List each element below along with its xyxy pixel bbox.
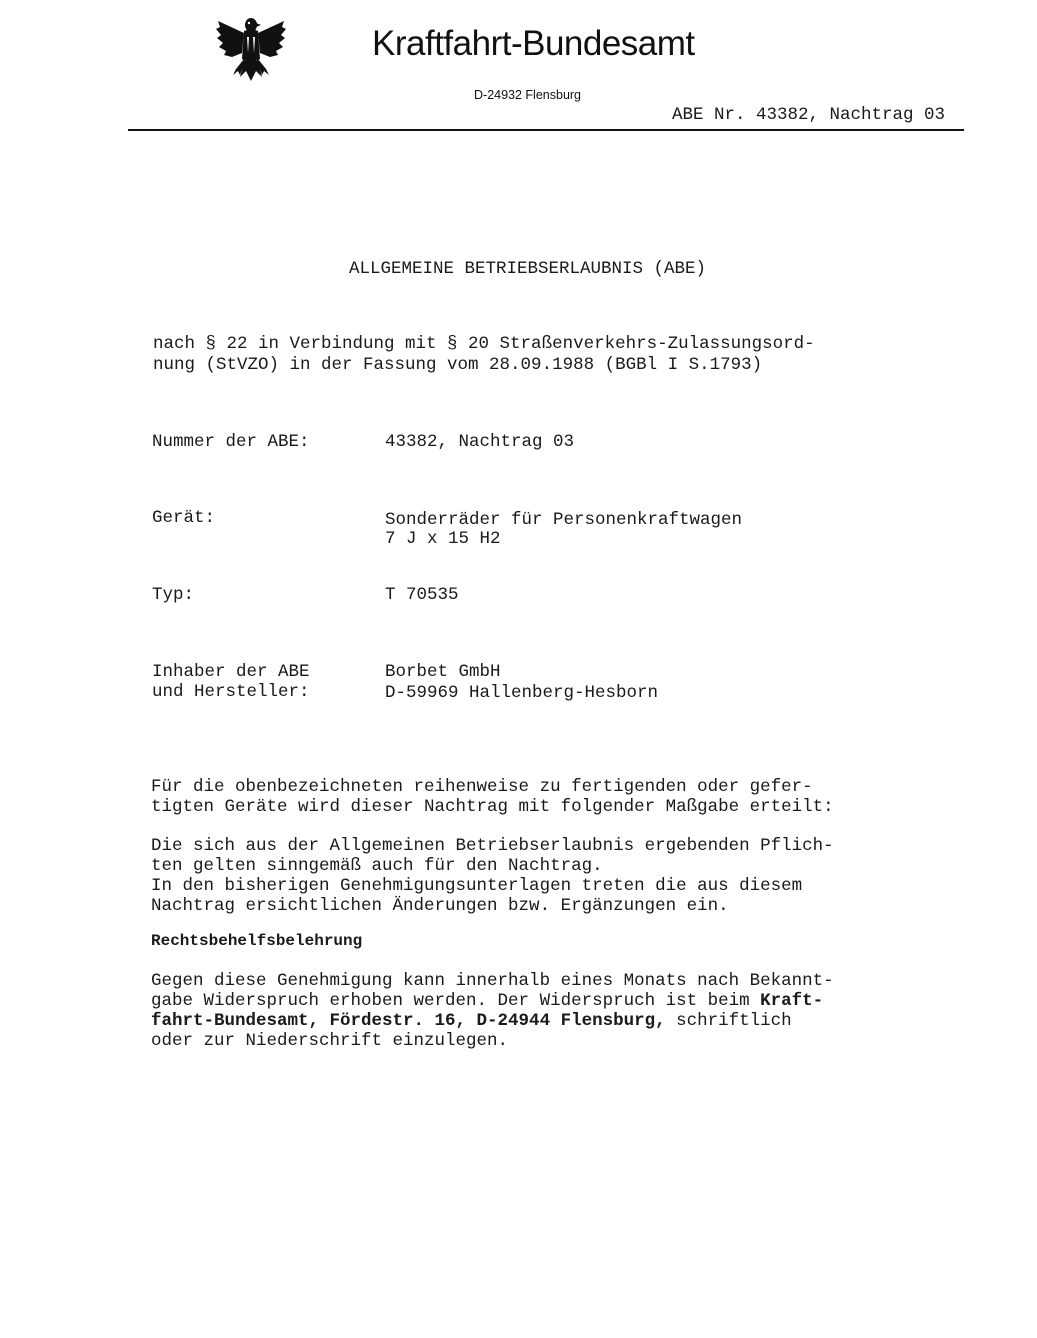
- field-label-device: Gerät:: [152, 508, 216, 528]
- remedy-text: gabe Widerspruch erhoben werden. Der Widerspruch ist beim: [151, 991, 761, 1011]
- paragraph-line: In den bisherigen Genehmigungsunterlagen treten die aus diesem: [151, 876, 803, 896]
- remedy-authority: Kraft-: [760, 991, 824, 1011]
- field-value-holder: Borbet GmbH: [385, 662, 501, 682]
- legal-basis-line: nung (StVZO) in der Fassung vom 28.09.1988 (BGBl I S.1793): [153, 355, 763, 375]
- document-title: ALLGEMEINE BETRIEBSERLAUBNIS (ABE): [349, 259, 707, 279]
- field-value-address: D-59969 Hallenberg-Hesborn: [385, 683, 659, 703]
- field-label-manufacturer: und Hersteller:: [152, 682, 310, 702]
- paragraph-line: Die sich aus der Allgemeinen Betriebserlaubnis ergebenden Pflich-: [151, 836, 834, 856]
- federal-eagle-icon: [214, 13, 288, 89]
- remedy-line: Gegen diese Genehmigung kann innerhalb eines Monats nach Bekannt-: [151, 971, 834, 991]
- paragraph-line: ten gelten sinngemäß auch für den Nachtrag.: [151, 856, 603, 876]
- approval-reference: ABE Nr. 43382, Nachtrag 03: [672, 105, 946, 125]
- field-label-number: Nummer der ABE:: [152, 432, 310, 452]
- paragraph-line: Nachtrag ersichtlichen Änderungen bzw. Ergänzungen ein.: [151, 896, 729, 916]
- header-divider: [128, 129, 964, 131]
- legal-basis-line: nach § 22 in Verbindung mit § 20 Straßenverkehrs-Zulassungsord-: [153, 334, 815, 354]
- remedy-heading: Rechtsbehelfsbelehrung: [151, 932, 363, 950]
- field-value-number: 43382, Nachtrag 03: [385, 432, 575, 452]
- remedy-line: [151, 991, 823, 1011]
- field-value-device: Sonderräder für Personenkraftwagen: [385, 510, 743, 530]
- paragraph-line: tigten Geräte wird dieser Nachtrag mit folgender Maßgabe erteilt:: [151, 797, 834, 817]
- field-value-device-size: 7 J x 15 H2: [385, 529, 501, 549]
- remedy-text: schriftlich: [665, 1011, 792, 1031]
- field-label-holder: Inhaber der ABE: [152, 662, 310, 682]
- agency-city: D-24932 Flensburg: [474, 88, 582, 102]
- field-value-type: T 70535: [385, 585, 459, 605]
- field-label-type: Typ:: [152, 585, 195, 605]
- paragraph-line: Für die obenbezeichneten reihenweise zu fertigenden oder gefer-: [151, 777, 813, 797]
- remedy-line: oder zur Niederschrift einzulegen.: [151, 1031, 509, 1051]
- remedy-address: fahrt-Bundesamt, Fördestr. 16, D-24944 Flensburg,: [151, 1011, 666, 1031]
- remedy-line: [151, 1011, 792, 1031]
- agency-name: Kraftfahrt-Bundesamt: [372, 24, 695, 63]
